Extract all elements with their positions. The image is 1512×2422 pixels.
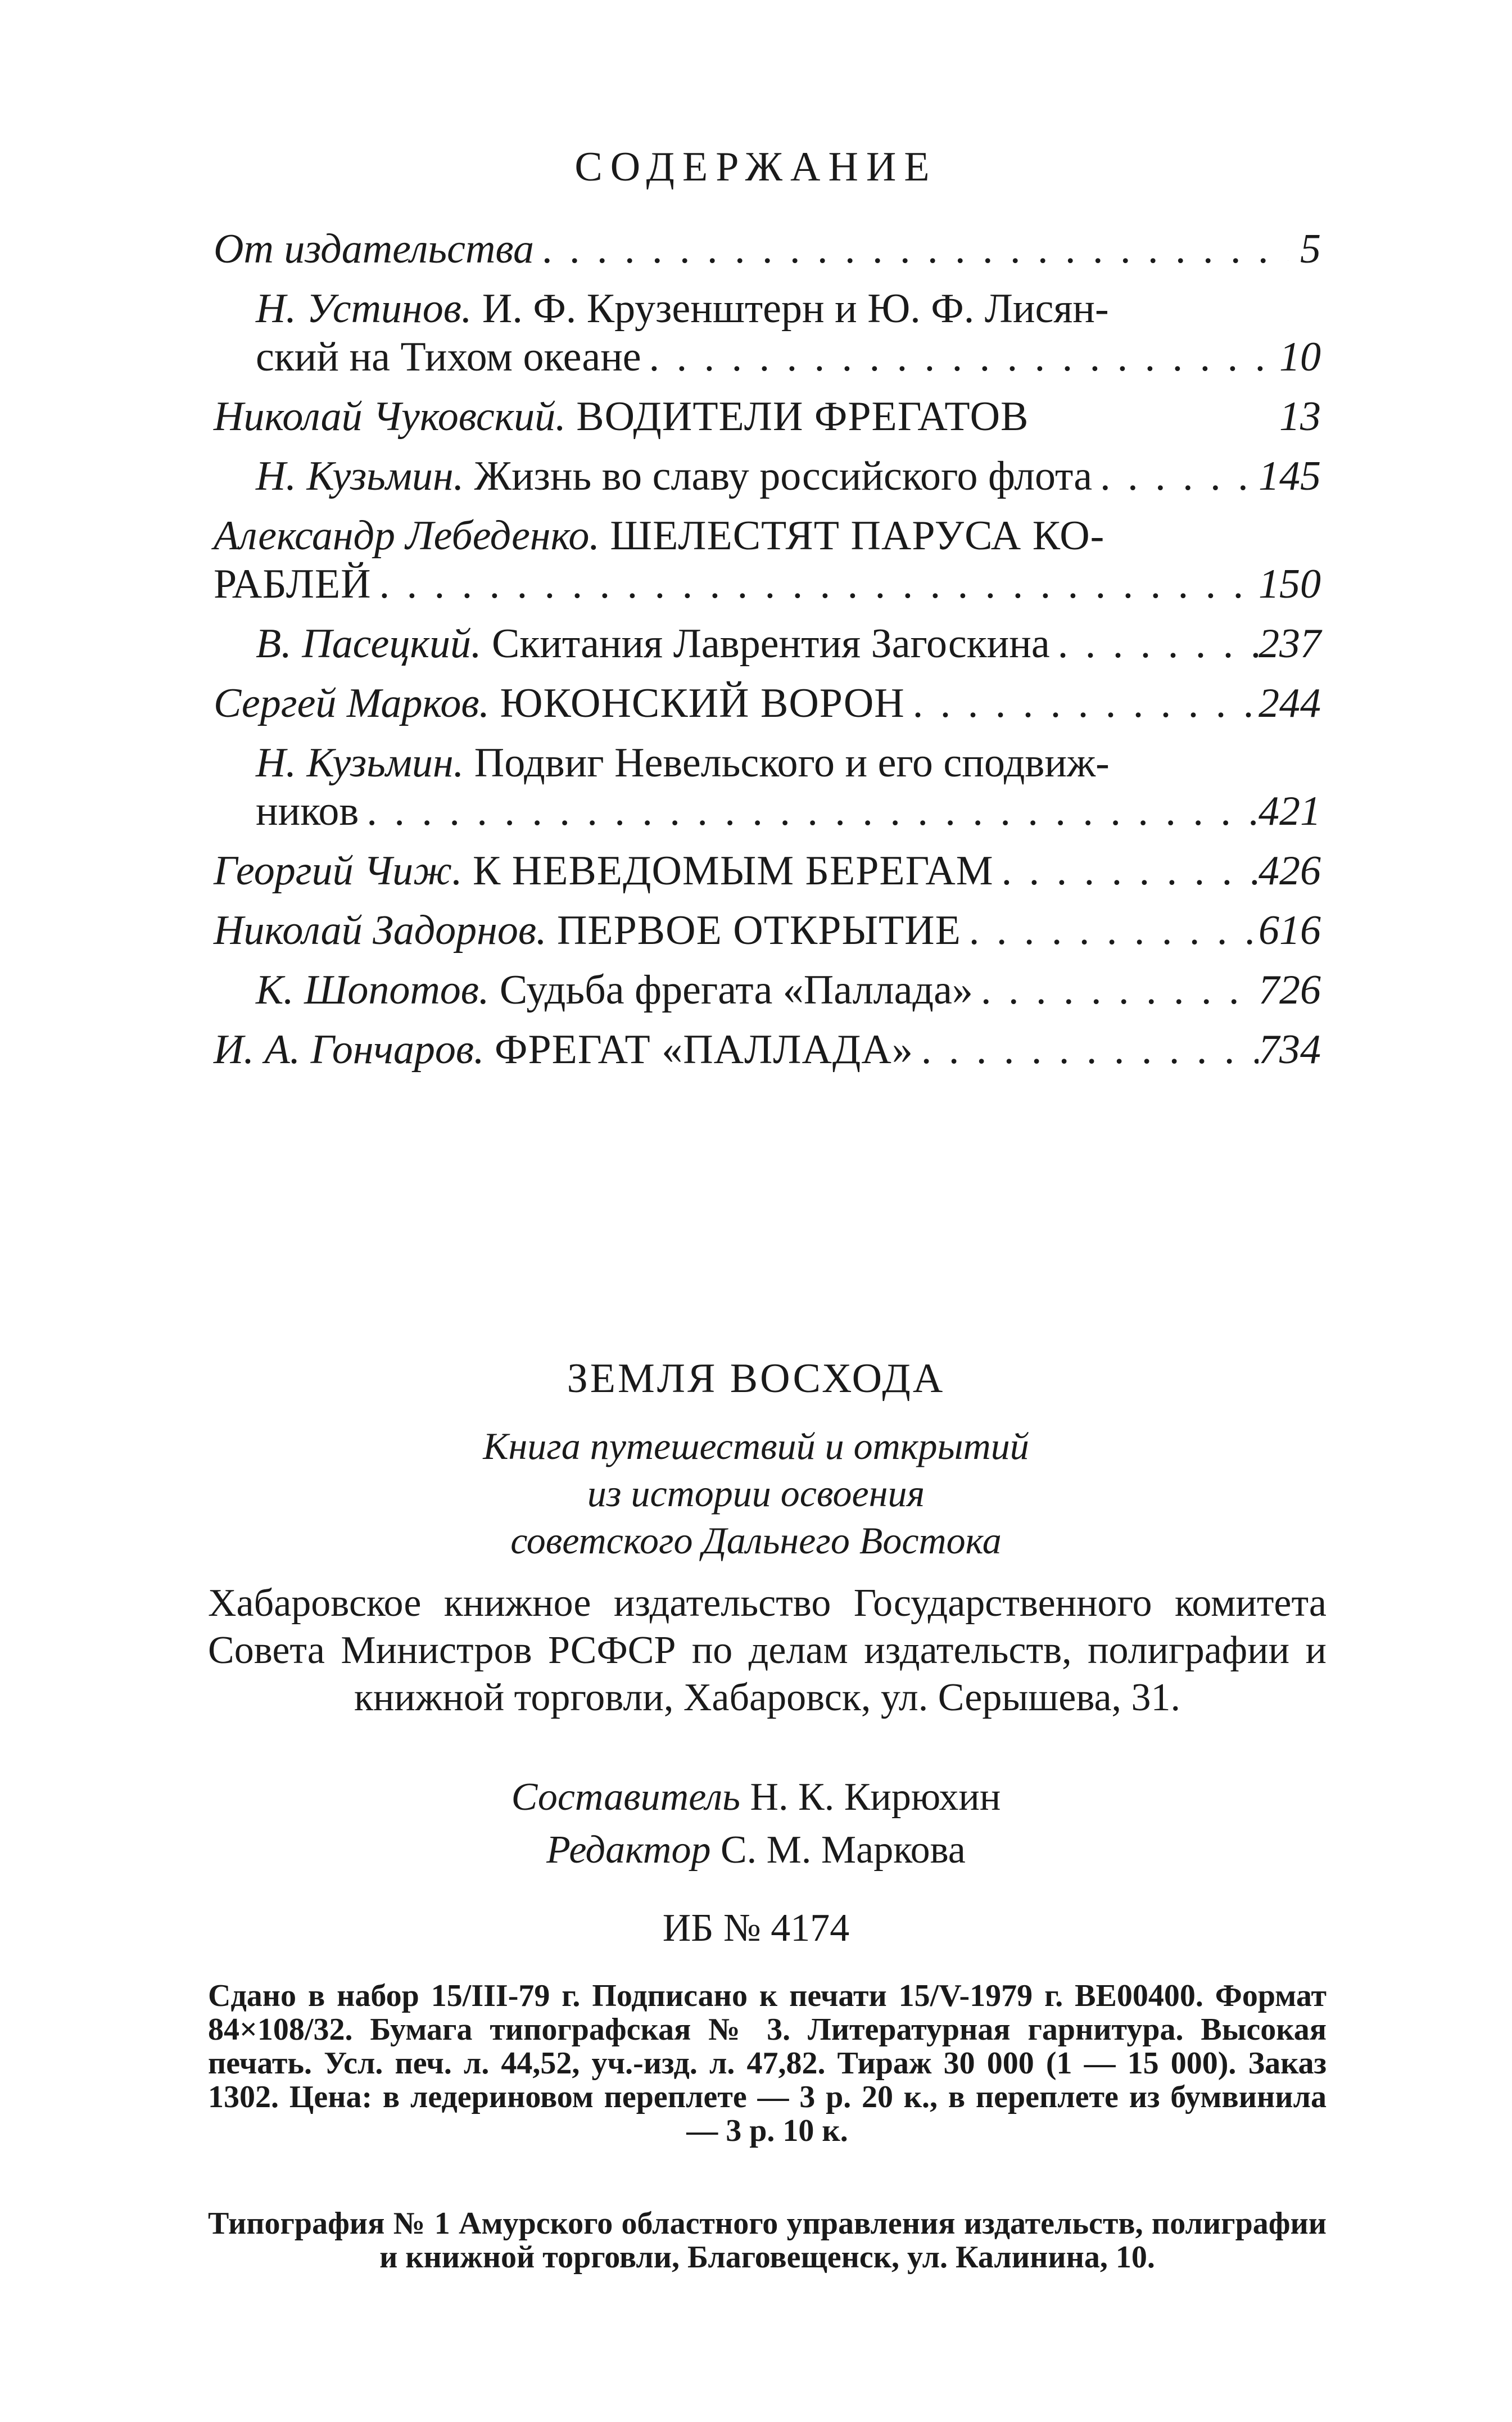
toc-page-number: 616 bbox=[1259, 907, 1321, 954]
toc-entry bbox=[214, 1025, 1321, 1074]
leader-dots bbox=[973, 966, 1259, 1014]
toc-entry-title: Судьба фрегата «Паллада» bbox=[499, 967, 973, 1013]
toc-page-number: 13 bbox=[1279, 394, 1321, 440]
leader-dots bbox=[359, 787, 1259, 835]
subtitle-line: советского Дальнего Востока bbox=[510, 1519, 1002, 1562]
toc-entry-author: Сергей Марков. bbox=[214, 680, 490, 726]
toc-page-number: 421 bbox=[1259, 788, 1321, 834]
leader-dots bbox=[913, 1025, 1259, 1074]
toc-entry-author: Николай Чуковский. bbox=[214, 394, 566, 440]
leader-dots bbox=[961, 906, 1259, 955]
leader-dots bbox=[641, 333, 1279, 381]
toc-page-number: 145 bbox=[1259, 453, 1321, 499]
compiler-line bbox=[0, 1771, 1512, 1824]
editor-name: С. М. Маркова bbox=[720, 1828, 966, 1872]
editor-line bbox=[0, 1824, 1512, 1877]
toc-entry bbox=[214, 284, 1321, 381]
toc-entry-author: Н. Устинов. bbox=[256, 286, 472, 332]
leader-dots bbox=[1050, 620, 1259, 668]
toc-entry-title: ВОДИТЕЛИ ФРЕГАТОВ bbox=[576, 394, 1029, 440]
toc-entry-author: Н. Кузьмин. bbox=[256, 453, 464, 499]
leader-dots bbox=[372, 560, 1259, 608]
toc-page-number: 734 bbox=[1259, 1027, 1321, 1073]
toc-entry bbox=[214, 679, 1321, 727]
toc-page-number: 5 bbox=[1300, 226, 1321, 272]
toc-entry bbox=[214, 739, 1321, 835]
toc-entry bbox=[214, 452, 1321, 500]
toc-entry-title: Жизнь во славу российского флота bbox=[474, 453, 1093, 499]
leader-dots bbox=[994, 847, 1259, 895]
book-subtitle bbox=[0, 1422, 1512, 1564]
toc-entry-author: И. А. Гончаров. bbox=[214, 1027, 485, 1073]
toc-entry-title: Подвиг Невельского и его сподвиж- bbox=[474, 740, 1110, 786]
toc-entry-title: ШЕЛЕСТЯТ ПАРУСА КО- bbox=[610, 513, 1105, 559]
toc-entry-title: ФРЕГАТ «ПАЛЛАДА» bbox=[495, 1027, 913, 1073]
ib-number: ИБ № 4174 bbox=[662, 1906, 850, 1950]
toc-entry-title: Скитания Лаврентия Загоскина bbox=[491, 621, 1050, 667]
toc-entry-author: Александр Лебеденко. bbox=[214, 513, 600, 559]
subtitle-line: Книга путешествий и открытий bbox=[483, 1425, 1029, 1467]
toc-page-number: 244 bbox=[1259, 680, 1321, 726]
toc-entry bbox=[214, 225, 1321, 273]
book-title: ЗЕМЛЯ ВОСХОДА bbox=[567, 1355, 945, 1402]
toc-entry-author: К. Шопотов. bbox=[256, 967, 490, 1013]
leader-dots bbox=[534, 225, 1288, 273]
toc-entry bbox=[214, 620, 1321, 668]
compiler-role: Составитель bbox=[511, 1775, 740, 1819]
toc-entry bbox=[214, 392, 1321, 441]
toc-entry-author: Николай Задорнов. bbox=[214, 907, 547, 954]
toc-page-number: 426 bbox=[1259, 848, 1321, 894]
toc-entry-title-continued: ский на Тихом океане bbox=[256, 334, 641, 380]
toc-entry-title-continued: ников bbox=[256, 788, 359, 834]
subtitle-line: из истории освоения bbox=[587, 1472, 925, 1515]
toc-entry-title: К НЕВЕДОМЫМ БЕРЕГАМ bbox=[472, 848, 994, 894]
toc-page-number: 237 bbox=[1259, 621, 1321, 667]
toc-entry bbox=[214, 906, 1321, 955]
printer-info: Типография № 1 Амурского областного управления издательств, полиграфии и книжной торговли, Благовещенск, ул. Калинина, 10. bbox=[208, 2206, 1327, 2275]
toc-entry-title: ЮКОНСКИЙ ВОРОН bbox=[500, 680, 905, 726]
toc-entry-author: Н. Кузьмин. bbox=[256, 740, 464, 786]
toc-page-number: 10 bbox=[1279, 334, 1321, 380]
toc-entry-title: От издательства bbox=[214, 226, 534, 272]
toc-page-number: 150 bbox=[1259, 561, 1321, 607]
toc-entry-title: И. Ф. Крузенштерн и Ю. Ф. Лисян- bbox=[482, 286, 1109, 332]
toc-entry bbox=[214, 847, 1321, 895]
toc-entry-author: В. Пасецкий. bbox=[256, 621, 482, 667]
toc-title: СОДЕРЖАНИЕ bbox=[574, 144, 938, 190]
table-of-contents bbox=[214, 225, 1321, 1085]
leader-dots bbox=[905, 679, 1259, 727]
toc-page-number: 726 bbox=[1259, 967, 1321, 1013]
compiler-name: Н. К. Кирюхин bbox=[750, 1775, 1001, 1819]
publisher-info: Хабаровское книжное издательство Государственного комитета Совета Министров РСФСР по делам издательств, полиграфии и книжной торговли, Хабаровск, ул. Серышева, 31. bbox=[208, 1581, 1327, 1719]
toc-entry-title: ПЕРВОЕ ОТКРЫТИЕ bbox=[556, 907, 961, 954]
leader-dots bbox=[1092, 452, 1259, 500]
print-imprint: Сдано в набор 15/III-79 г. Подписано к печати 15/V-1979 г. ВЕ00400. Формат 84×108/32. Бумага типографская № 3. Литературная гарнитура. Высокая печать. Усл. печ. л. 44,52, уч.-изд. л. 47,82. Тираж 30 000 (1 — 15 000). Заказ 1302. Цена: в ледериновом переплете — 3 р. 20 к., в переплете из бумвинила — 3 р. 10 к. bbox=[208, 1978, 1327, 2148]
toc-entry-author: Георгий Чиж. bbox=[214, 848, 463, 894]
credits bbox=[0, 1771, 1512, 1877]
toc-entry bbox=[214, 512, 1321, 608]
toc-entry-title-continued: РАБЛЕЙ bbox=[214, 561, 372, 607]
editor-role: Редактор bbox=[546, 1828, 711, 1872]
toc-entry bbox=[214, 966, 1321, 1014]
